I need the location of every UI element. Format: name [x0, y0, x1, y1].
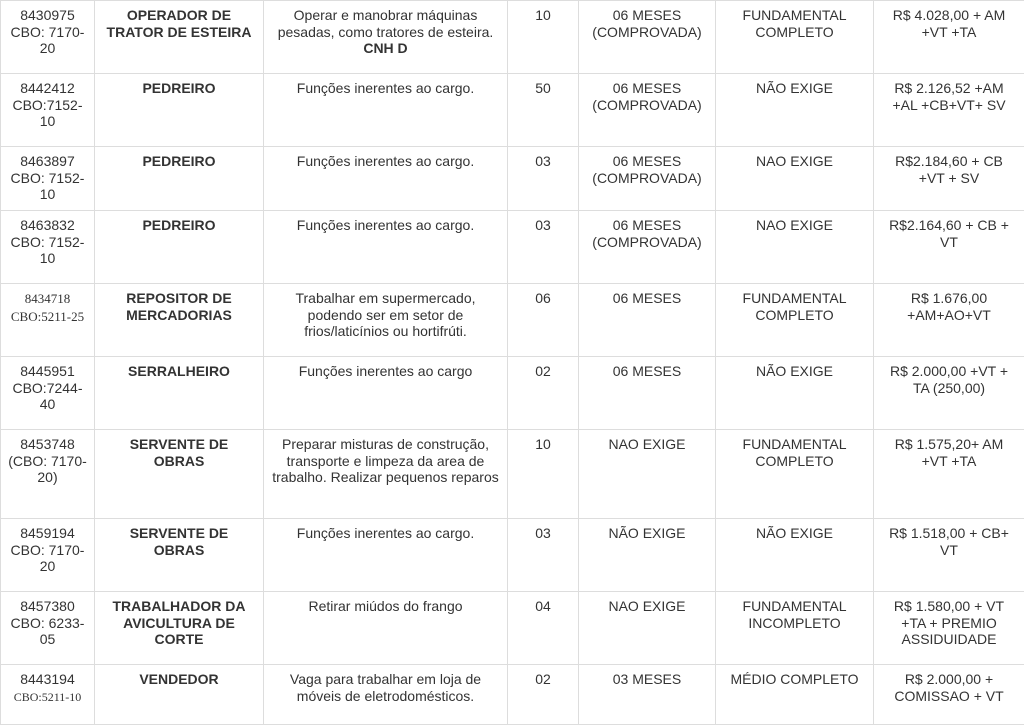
experience-requirement: 06 MESES (COMPROVADA) [579, 74, 716, 147]
education-requirement: MÉDIO COMPLETO [716, 665, 874, 725]
experience-requirement: 06 MESES (COMPROVADA) [579, 1, 716, 74]
education-requirement: NÃO EXIGE [716, 74, 874, 147]
vacancy-code: 8463897 CBO: 7152-10 [1, 147, 95, 211]
salary-benefits: R$ 2.000,00 +VT + TA (250,00) [874, 357, 1024, 430]
vacancy-count: 10 [508, 430, 579, 519]
job-description [264, 1, 508, 74]
job-description: Retirar miúdos do frango [264, 592, 508, 665]
salary-benefits: R$2.164,60 + CB + VT [874, 211, 1024, 284]
experience-requirement: 06 MESES (COMPROVADA) [579, 147, 716, 211]
description-text: Operar e manobrar máquinas pesadas, como tratores de esteira. [277, 7, 494, 40]
job-description: Preparar misturas de construção, transporte e limpeza da area de trabalho. Realizar pequenos reparos [264, 430, 508, 519]
license-requirement: CNH D [363, 40, 408, 57]
vacancy-code: 8457380 CBO: 6233-05 [1, 592, 95, 665]
job-description: Funções inerentes ao cargo. [264, 519, 508, 592]
job-description: Funções inerentes ao cargo [264, 357, 508, 430]
job-description: Funções inerentes ao cargo. [264, 211, 508, 284]
job-title: SERVENTE DE OBRAS [95, 430, 264, 519]
education-requirement: FUNDAMENTAL COMPLETO [716, 430, 874, 519]
experience-requirement: 03 MESES [579, 665, 716, 725]
vacancy-count: 02 [508, 665, 579, 725]
vacancy-code [1, 665, 95, 725]
education-requirement: NAO EXIGE [716, 147, 874, 211]
salary-benefits: R$ 2.126,52 +AM +AL +CB+VT+ SV [874, 74, 1024, 147]
vacancy-code [1, 284, 95, 357]
experience-requirement: 06 MESES [579, 357, 716, 430]
table-row [1, 147, 1024, 211]
experience-requirement: NAO EXIGE [579, 592, 716, 665]
job-description: Funções inerentes ao cargo. [264, 74, 508, 147]
job-title: OPERADOR DE TRATOR DE ESTEIRA [95, 1, 264, 74]
table-row [1, 74, 1024, 147]
vacancy-code: 8445951 CBO:7244-40 [1, 357, 95, 430]
job-description: Funções inerentes ao cargo. [264, 147, 508, 211]
salary-benefits: R$2.184,60 + CB +VT + SV [874, 147, 1024, 211]
table-row [1, 284, 1024, 357]
vacancy-count: 03 [508, 519, 579, 592]
education-requirement: FUNDAMENTAL COMPLETO [716, 284, 874, 357]
cbo-code: CBO:5211-10 [13, 689, 82, 704]
job-title: SERRALHEIRO [95, 357, 264, 430]
job-title: REPOSITOR DE MERCADORIAS [95, 284, 264, 357]
table-row [1, 592, 1024, 665]
salary-benefits: R$ 2.000,00 + COMISSAO + VT [874, 665, 1024, 725]
table-row [1, 1, 1024, 74]
vacancy-count: 50 [508, 74, 579, 147]
vacancy-code: 8430975 CBO: 7170-20 [1, 1, 95, 74]
vacancy-code: 8453748 (CBO: 7170-20) [1, 430, 95, 519]
education-requirement: NÃO EXIGE [716, 357, 874, 430]
vacancy-code: 8463832 CBO: 7152-10 [1, 211, 95, 284]
vacancy-count: 04 [508, 592, 579, 665]
job-title: PEDREIRO [95, 211, 264, 284]
vacancy-code: 8459194 CBO: 7170-20 [1, 519, 95, 592]
experience-requirement: 06 MESES [579, 284, 716, 357]
job-title: PEDREIRO [95, 147, 264, 211]
salary-benefits: R$ 1.676,00 +AM+AO+VT [874, 284, 1024, 357]
job-title: VENDEDOR [95, 665, 264, 725]
salary-benefits: R$ 1.575,20+ AM +VT +TA [874, 430, 1024, 519]
vacancy-code: 8442412 CBO:7152-10 [1, 74, 95, 147]
salary-benefits: R$ 4.028,00 + AM +VT +TA [874, 1, 1024, 74]
experience-requirement: NAO EXIGE [579, 430, 716, 519]
table-row [1, 519, 1024, 592]
vacancy-count: 10 [508, 1, 579, 74]
education-requirement: FUNDAMENTAL INCOMPLETO [716, 592, 874, 665]
table-row [1, 430, 1024, 519]
vacancy-count: 03 [508, 147, 579, 211]
vacancy-code-text: 8434718 CBO:5211-25 [10, 291, 85, 324]
table-row [1, 211, 1024, 284]
salary-benefits: R$ 1.518,00 + CB+ VT [874, 519, 1024, 592]
education-requirement: FUNDAMENTAL COMPLETO [716, 1, 874, 74]
vacancy-count: 02 [508, 357, 579, 430]
table-row [1, 665, 1024, 725]
vacancy-count: 06 [508, 284, 579, 357]
experience-requirement: 06 MESES (COMPROVADA) [579, 211, 716, 284]
vacancy-code-text: 8443194 [20, 671, 75, 687]
education-requirement: NAO EXIGE [716, 211, 874, 284]
table-row [1, 357, 1024, 430]
job-description: Vaga para trabalhar em loja de móveis de eletrodomésticos. [264, 665, 508, 725]
job-description: Trabalhar em supermercado, podendo ser em setor de frios/laticínios ou hortifrúti. [264, 284, 508, 357]
education-requirement: NÃO EXIGE [716, 519, 874, 592]
job-title: PEDREIRO [95, 74, 264, 147]
experience-requirement: NÃO EXIGE [579, 519, 716, 592]
salary-benefits: R$ 1.580,00 + VT +TA + PREMIO ASSIDUIDADE [874, 592, 1024, 665]
vacancy-count: 03 [508, 211, 579, 284]
job-title: TRABALHADOR DA AVICULTURA DE CORTE [95, 592, 264, 665]
job-title: SERVENTE DE OBRAS [95, 519, 264, 592]
